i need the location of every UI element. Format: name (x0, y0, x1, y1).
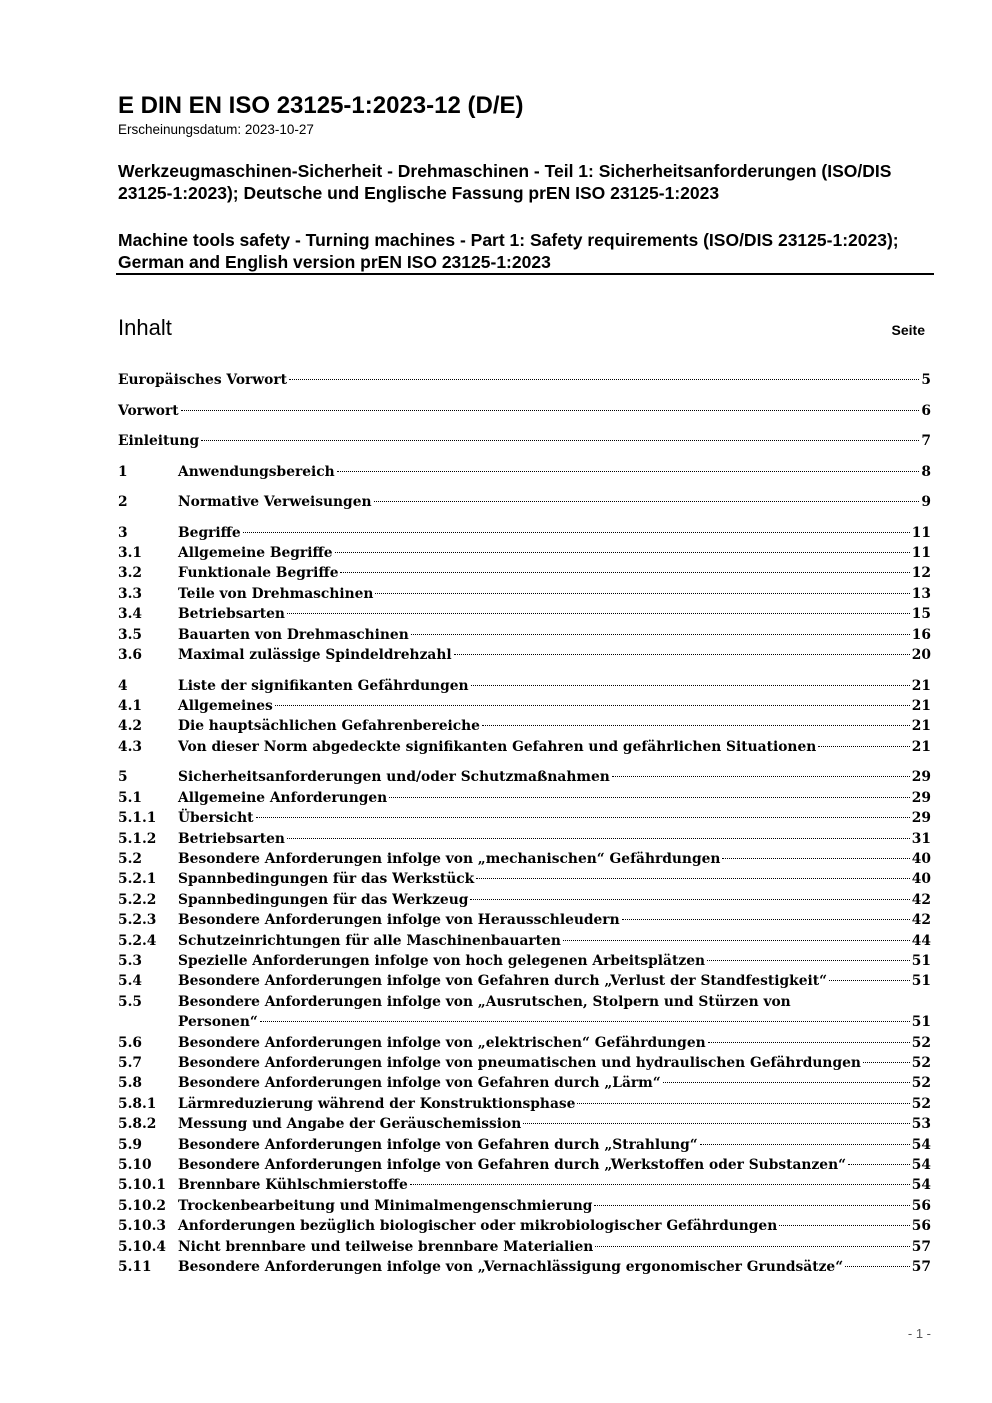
toc-leader-dots (389, 797, 910, 798)
toc-entry-number: 5.8.1 (118, 1095, 157, 1112)
toc-entry-title: Die hauptsächlichen Gefahrenbereiche (178, 718, 480, 735)
toc-entry-number: 5.2 (118, 851, 143, 867)
toc-entry-title: Besondere Anforderungen infolge von „Vernachlässigung ergonomischer Grundsätze“ (178, 1259, 844, 1275)
toc-entry-page: 29 (911, 769, 931, 786)
toc-leader-dots (201, 440, 919, 441)
toc-leader-dots (181, 410, 920, 411)
header-divider (116, 273, 934, 275)
toc-entry-page: 44 (911, 932, 931, 949)
toc-entry[interactable] (118, 543, 931, 563)
toc-entry[interactable] (118, 992, 931, 1033)
toc-entry-number: 2 (118, 494, 128, 510)
toc-entry-title: Sicherheitsanforderungen und/oder Schutzmaßnahmen (178, 769, 610, 786)
toc-entry-number: 5.11 (118, 1259, 152, 1275)
toc-leader-dots (700, 1144, 910, 1145)
toc-entry-page: 6 (921, 402, 931, 419)
toc-entry-page: 40 (911, 871, 931, 888)
toc-entry-title: Lärmreduzierung während der Konstruktionsphase (178, 1095, 576, 1112)
toc-entry[interactable] (118, 1196, 931, 1216)
toc-entry-number: 3.4 (118, 606, 143, 623)
toc-entry-number: 5.4 (118, 973, 143, 990)
toc-entry[interactable] (118, 625, 931, 645)
toc-entry[interactable] (118, 971, 931, 991)
toc-entry-number: 5.9 (118, 1136, 143, 1153)
toc-entry-number: 5.6 (118, 1034, 143, 1051)
toc-entry[interactable] (118, 431, 931, 451)
toc-entry[interactable] (118, 849, 931, 869)
toc-entry[interactable] (118, 829, 931, 849)
toc-entry-page: 51 (911, 973, 931, 990)
toc-entry-number: 5.2.1 (118, 871, 157, 888)
toc-leader-dots (577, 1103, 909, 1104)
toc-heading: Inhalt (118, 315, 172, 340)
toc-entry[interactable] (118, 401, 931, 421)
toc-leader-dots (275, 705, 910, 706)
toc-leader-dots (471, 685, 910, 686)
toc-entry-number: 5.10.3 (118, 1218, 167, 1235)
toc-entry-title: Bauarten von Drehmaschinen (178, 626, 409, 643)
toc-entry[interactable] (118, 931, 931, 951)
toc-entry-title: Besondere Anforderungen infolge von Gefahren durch „Verlust der Standfestigkeit“ (178, 973, 828, 990)
toc-entry[interactable] (118, 696, 931, 716)
toc-entry-title: Besondere Anforderungen infolge von „mechanischen“ Gefährdungen (178, 851, 721, 867)
toc-entry-title: Besondere Anforderungen infolge von „Ausrutschen, Stolpern und Stürzen von (178, 993, 791, 1010)
toc-entry[interactable] (118, 563, 931, 583)
toc-entry[interactable] (118, 951, 931, 971)
toc-entry-page: 21 (911, 677, 931, 694)
toc-entry-page: 16 (911, 626, 931, 643)
toc-entry[interactable] (118, 808, 931, 828)
toc-entry-page: 52 (911, 1034, 931, 1051)
toc-entry-page: 51 (911, 953, 931, 969)
toc-entry-number: 5.7 (118, 1055, 143, 1071)
toc-leader-dots (335, 552, 910, 553)
toc-entry-title: Besondere Anforderungen infolge von Gefahren durch „Strahlung“ (178, 1136, 698, 1153)
toc-entry[interactable] (118, 1257, 931, 1277)
toc-entry-title: Trockenbearbeitung und Minimalmengenschmierung (178, 1197, 593, 1214)
toc-entry-page: 21 (911, 738, 931, 755)
toc-entry[interactable] (118, 676, 931, 696)
toc-entry-title: Allgemeines (178, 698, 273, 714)
toc-entry-title-continued: Personen“ (178, 1014, 258, 1031)
toc-leader-dots (829, 980, 910, 981)
toc-leader-dots (563, 940, 910, 941)
toc-leader-dots (374, 501, 920, 502)
toc-entry-number: 1 (118, 463, 128, 480)
toc-entry[interactable] (118, 1073, 931, 1093)
toc-entry-page: 15 (911, 606, 931, 623)
toc-entry-title: Allgemeine Begriffe (178, 545, 333, 561)
toc-entry-page: 57 (911, 1259, 931, 1275)
toc-leader-dots (722, 858, 909, 859)
toc-entry-number: 4.3 (118, 738, 143, 755)
toc-entry-page: 54 (911, 1157, 931, 1173)
toc-entry[interactable] (118, 1114, 931, 1134)
toc-leader-dots (375, 593, 909, 594)
toc-entry-page: 13 (911, 585, 931, 602)
toc-entry-title: Besondere Anforderungen infolge von „elektrischen“ Gefährdungen (178, 1034, 706, 1051)
toc-entry-number: 5.10.2 (118, 1197, 167, 1214)
toc-entry-number: 5.5 (118, 993, 143, 1010)
toc-entry-number: 5.10 (118, 1157, 152, 1173)
toc-leader-dots (622, 919, 910, 920)
toc-entry-title: Maximal zulässige Spindeldrehzahl (178, 647, 452, 663)
toc-entry[interactable] (118, 492, 931, 512)
toc-entry-page: 12 (911, 565, 931, 582)
toc-entry[interactable] (118, 869, 931, 889)
toc-entry-number: 5.2.4 (118, 932, 157, 949)
toc-leader-dots (863, 1062, 910, 1063)
toc-entry-page: 42 (911, 912, 931, 929)
toc-entry-title: Betriebsarten (178, 606, 285, 623)
toc-leader-dots (454, 654, 910, 655)
toc-entry-title: Vorwort (118, 402, 179, 419)
toc-entry-page: 53 (911, 1116, 931, 1133)
toc-entry[interactable] (118, 1175, 931, 1195)
toc-entry-page: 5 (921, 372, 931, 388)
toc-entry-page: 7 (921, 433, 931, 449)
toc-entry-page: 31 (911, 830, 931, 847)
toc-entry-page: 29 (911, 810, 931, 827)
toc-entry-page: 8 (921, 463, 931, 480)
toc-entry-title: Besondere Anforderungen infolge von Gefahren durch „Werkstoffen oder Substanzen“ (178, 1157, 847, 1173)
toc-entry-title: Brennbare Kühlschmierstoffe (178, 1177, 408, 1194)
toc-entry-number: 5.3 (118, 953, 143, 969)
toc-entry-page: 56 (911, 1218, 931, 1235)
toc-entry-page: 21 (911, 698, 931, 714)
toc-entry-title: Funktionale Begriffe (178, 565, 339, 582)
toc-entry-page: 42 (911, 891, 931, 908)
toc-entry[interactable] (118, 1155, 931, 1175)
toc-entry-page: 52 (911, 1095, 931, 1112)
toc-entry-number: 3.2 (118, 565, 143, 582)
toc-entry[interactable] (118, 910, 931, 930)
toc-leader-dots (482, 725, 910, 726)
page-number: - 1 - (907, 1326, 931, 1341)
toc-leader-dots (818, 746, 910, 747)
toc-entry-title: Begriffe (178, 524, 241, 541)
toc-entry[interactable] (118, 1094, 931, 1114)
toc-entry-page: 54 (911, 1136, 931, 1153)
toc-leader-dots (470, 899, 909, 900)
toc-entry-title: Übersicht (178, 810, 254, 827)
toc-leader-dots (340, 572, 909, 573)
toc-entry-title: Nicht brennbare und teilweise brennbare Materialien (178, 1238, 594, 1255)
toc-entry-title: Teile von Drehmaschinen (178, 585, 374, 602)
toc-leader-dots (845, 1266, 910, 1267)
toc-entry[interactable] (118, 523, 931, 543)
toc-leader-dots (243, 532, 910, 533)
toc-entry-page: 52 (911, 1075, 931, 1092)
toc-entry[interactable] (118, 1216, 931, 1236)
toc-entry[interactable] (118, 1033, 931, 1053)
toc-entry[interactable] (118, 1135, 931, 1155)
toc-entry-title: Normative Verweisungen (178, 494, 372, 510)
toc-entry[interactable] (118, 788, 931, 808)
title-german: Werkzeugmaschinen-Sicherheit - Drehmaschinen - Teil 1: Sicherheitsanforderungen (ISO/DIS 23125-1:2023); Deutsche und Englische Fassung prEN ISO 23125-1:2023 (118, 161, 892, 203)
toc-entry-number: 5.10.4 (118, 1238, 167, 1255)
toc-entry-number: 3.5 (118, 626, 143, 643)
toc-entry-title: Von dieser Norm abgedeckte signifikanten Gefahren und gefährlichen Situationen (178, 738, 817, 755)
toc-entry-number: 5.8.2 (118, 1116, 157, 1133)
toc-entry-number: 3.3 (118, 585, 143, 602)
toc-entry-page: 54 (911, 1177, 931, 1194)
toc-entry-page: 57 (911, 1238, 931, 1255)
toc-entry-title: Liste der signifikanten Gefährdungen (178, 677, 469, 694)
toc-entry-title: Besondere Anforderungen infolge von Gefahren durch „Lärm“ (178, 1075, 661, 1092)
toc-leader-dots (663, 1082, 910, 1083)
toc-entry[interactable] (118, 370, 931, 390)
toc-leader-dots (779, 1225, 910, 1226)
toc-entry-page: 56 (911, 1197, 931, 1214)
toc-entry-page: 40 (911, 851, 931, 867)
toc-page-column-label: Seite (891, 322, 925, 338)
toc-entry-page: 11 (911, 524, 931, 541)
toc-leader-dots (256, 817, 910, 818)
toc-entry-page: 29 (911, 789, 931, 806)
toc-entry[interactable] (118, 1053, 931, 1073)
toc-entry-number: 5.1.1 (118, 810, 157, 827)
toc-entry-title: Spannbedingungen für das Werkstück (178, 871, 475, 888)
toc-leader-dots (289, 379, 919, 380)
toc-entry-page: 11 (911, 545, 931, 561)
toc-leader-dots (848, 1164, 910, 1165)
toc-entry-number: 5.10.1 (118, 1177, 167, 1194)
toc-entry-number: 5.2.2 (118, 891, 157, 908)
toc-entry-title: Schutzeinrichtungen für alle Maschinenbauarten (178, 932, 561, 949)
publication-date: Erscheinungsdatum: 2023-10-27 (118, 122, 314, 137)
toc-leader-dots (287, 613, 910, 614)
toc-leader-dots (594, 1205, 909, 1206)
document-code: E DIN EN ISO 23125-1:2023-12 (D/E) (118, 92, 524, 119)
toc-entry-page: 9 (921, 494, 931, 510)
toc-leader-dots (287, 838, 910, 839)
toc-entry[interactable] (118, 462, 931, 482)
toc-entry-page: 52 (911, 1055, 931, 1071)
toc-entry-number: 4 (118, 677, 128, 694)
toc-entry[interactable] (118, 716, 931, 736)
toc-entry[interactable] (118, 645, 931, 665)
toc-entry-title: Anwendungsbereich (178, 463, 335, 480)
toc-entry-number: 3 (118, 524, 128, 541)
toc-entry[interactable] (118, 1237, 931, 1257)
toc-entry-number: 5.1.2 (118, 830, 157, 847)
toc-leader-dots (708, 1042, 910, 1043)
toc-entry-page: 21 (911, 718, 931, 735)
toc-leader-dots (410, 1184, 910, 1185)
toc-leader-dots (476, 878, 910, 879)
toc-leader-dots (411, 634, 910, 635)
toc-entry-title: Europäisches Vorwort (118, 372, 288, 388)
toc-leader-dots (523, 1123, 910, 1124)
toc-entry-title: Spezielle Anforderungen infolge von hoch gelegenen Arbeitsplätzen (178, 953, 706, 969)
toc-entry[interactable] (118, 604, 931, 624)
toc-leader-dots (612, 776, 910, 777)
toc-entry-page: 51 (911, 1014, 931, 1031)
title-english: Machine tools safety - Turning machines - Part 1: Safety requirements (ISO/DIS 23125-1:2023); German and English version prEN ISO 23125-1:2023 (118, 230, 899, 272)
toc-leader-dots (260, 1021, 910, 1022)
toc-entry-number: 4.1 (118, 698, 143, 714)
toc-entry-number: 5.2.3 (118, 912, 157, 929)
toc-entry-number: 5.1 (118, 789, 143, 806)
toc-entry-title: Besondere Anforderungen infolge von pneumatischen und hydraulischen Gefährdungen (178, 1055, 861, 1071)
toc-entry-title: Spannbedingungen für das Werkzeug (178, 891, 469, 908)
toc-entry[interactable] (118, 890, 931, 910)
toc-entry-title: Besondere Anforderungen infolge von Herausschleudern (178, 912, 620, 929)
toc-entry-page: 20 (911, 647, 931, 663)
toc-entry[interactable] (118, 767, 931, 787)
toc-leader-dots (595, 1246, 909, 1247)
toc-entry[interactable] (118, 584, 931, 604)
toc-entry-number: 4.2 (118, 718, 143, 735)
toc-entry-number: 3.1 (118, 545, 143, 561)
toc-entry-title: Anforderungen bezüglich biologischer oder mikrobiologischer Gefährdungen (178, 1218, 778, 1235)
toc-entry-title: Einleitung (118, 433, 200, 449)
toc-entry-title: Betriebsarten (178, 830, 285, 847)
toc-entry-number: 5 (118, 769, 128, 786)
toc-leader-dots (337, 471, 920, 472)
toc-entry-title: Allgemeine Anforderungen (178, 789, 388, 806)
toc-entry-number: 5.8 (118, 1075, 143, 1092)
toc-entry[interactable] (118, 737, 931, 757)
toc-entry-number: 3.6 (118, 647, 143, 663)
toc-entry-title: Messung und Angabe der Geräuschemission (178, 1116, 522, 1133)
toc-leader-dots (707, 960, 910, 961)
